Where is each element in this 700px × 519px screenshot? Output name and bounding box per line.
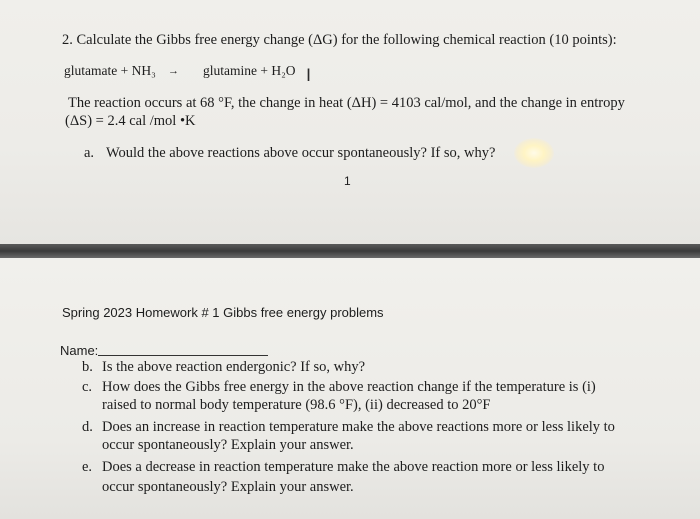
question-title: 2. Calculate the Gibbs free energy change (ΔG) for the following chemical reaction (10 points): xyxy=(62,32,617,48)
part-d-line-1: Does an increase in reaction temperature make the above reactions more or less likely to xyxy=(102,419,615,435)
reaction-right: glutamine + H₂O xyxy=(203,63,296,78)
part-c-label: c. xyxy=(82,379,93,395)
part-d-label: d. xyxy=(82,419,93,435)
part-c-line-1: How does the Gibbs free energy in the above reaction change if the temperature is (i) xyxy=(102,379,596,395)
light-glare xyxy=(514,138,554,168)
part-b-label: b. xyxy=(82,359,93,375)
part-c-line-2: raised to normal body temperature (98.6 °F), (ii) decreased to 20°F xyxy=(102,397,491,413)
part-a-label: a. xyxy=(84,145,95,161)
page-top xyxy=(0,0,700,244)
page-number: 1 xyxy=(344,174,351,188)
part-e-line-2: occur spontaneously? Explain your answer. xyxy=(102,479,354,495)
part-d-line-2: occur spontaneously? Explain your answer. xyxy=(102,437,354,453)
page-divider xyxy=(0,244,700,258)
reaction-left: glutamate + NH₃ xyxy=(64,63,156,78)
homework-header: Spring 2023 Homework # 1 Gibbs free energy problems xyxy=(62,305,384,320)
part-e-line-1: Does a decrease in reaction temperature make the above reaction more or less likely to xyxy=(102,459,605,475)
part-a-text: Would the above reactions above occur spontaneously? If so, why? xyxy=(106,145,496,161)
conditions-line-1: The reaction occurs at 68 °F, the change in heat (ΔH) = 4103 cal/mol, and the change in entropy xyxy=(68,95,625,111)
page-bottom xyxy=(0,258,700,519)
reaction-arrow-icon: → xyxy=(168,65,179,77)
part-e-label: e. xyxy=(82,459,93,475)
text-cursor-icon: I xyxy=(306,66,312,86)
name-field-line xyxy=(98,355,268,356)
part-b-text: Is the above reaction endergonic? If so, why? xyxy=(102,359,366,375)
conditions-line-2: (ΔS) = 2.4 cal /mol •K xyxy=(65,113,196,129)
name-label: Name: xyxy=(60,343,99,358)
